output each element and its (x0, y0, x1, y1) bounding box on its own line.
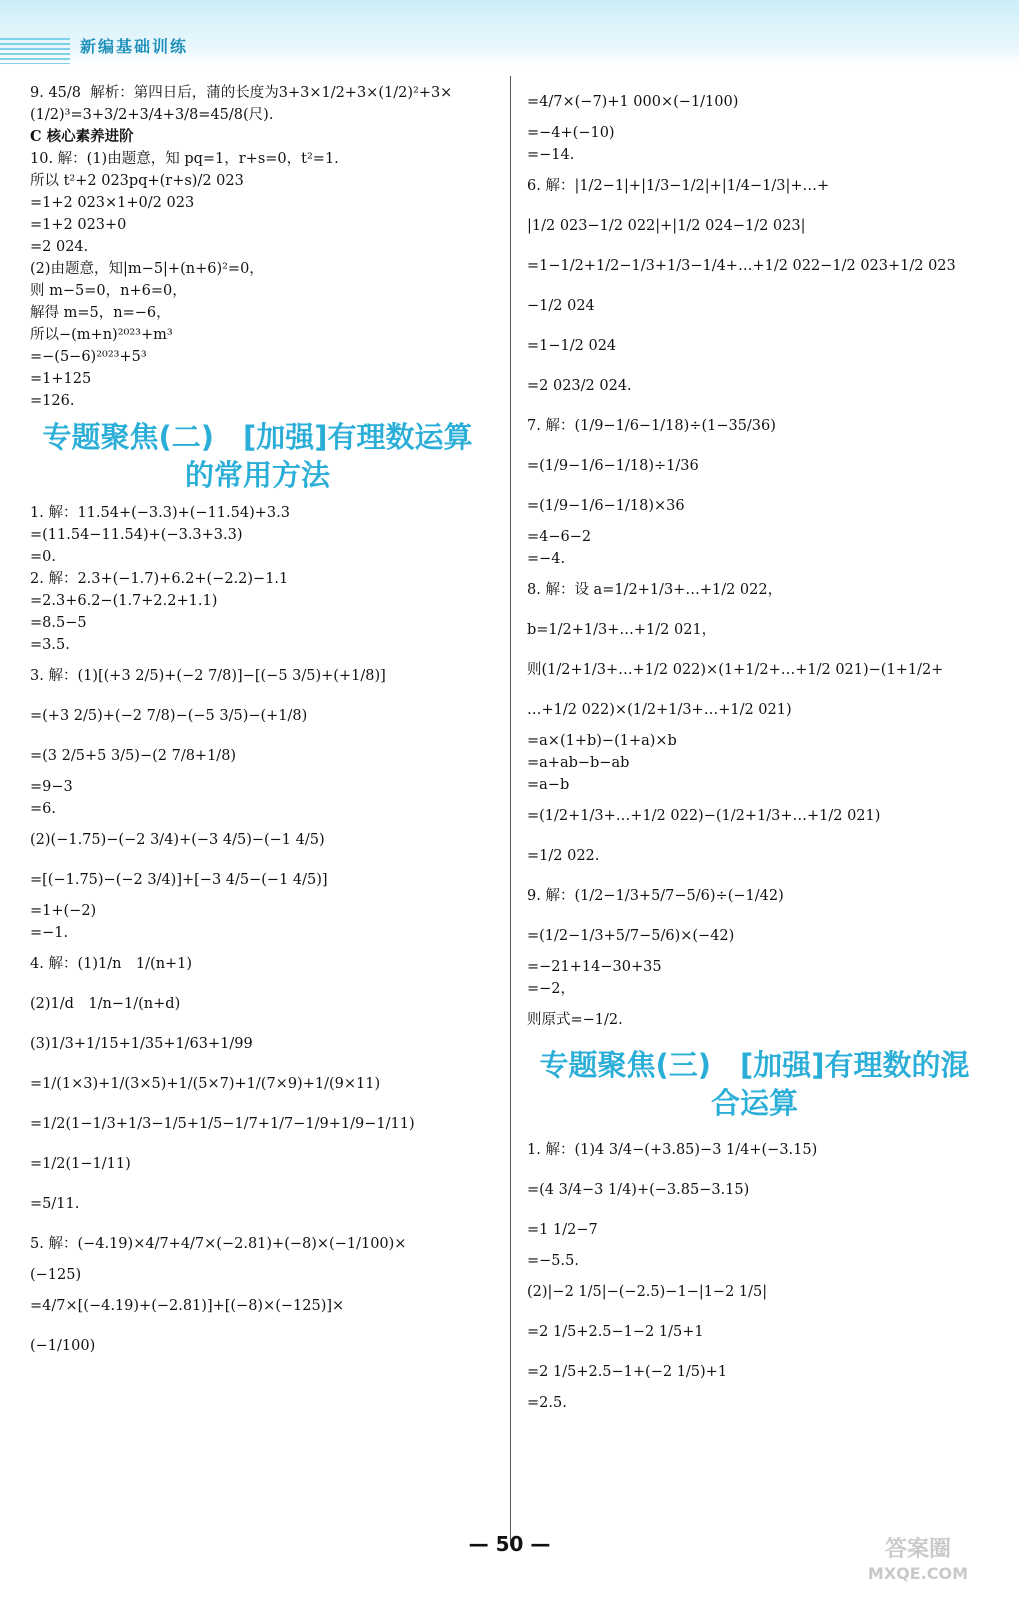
text-line: 9. 45/8 解析：第四日后，蒲的长度为3+3×1/2+3×(1/2)²+3× (30, 85, 453, 101)
topic-title: 专题聚焦(三) [加强]有理数的混合运算 (539, 1048, 970, 1120)
text-line: 5. 解：(−4.19)×4/7+4/7×(−2.81)+(−8)×(−1/100)× (30, 1236, 407, 1252)
text-line: 所以−(m+n)²⁰²³+m³ (30, 327, 173, 343)
text-line: =2 024. (30, 239, 89, 255)
text-line: =1/2(1−1/11) (30, 1156, 131, 1172)
text-line: =−4. (527, 551, 566, 567)
text-line: =[(−1.75)−(−2 3/4)]+[−3 4/5−(−1 4/5)] (30, 872, 328, 888)
text-line: =1−1/2+1/2−1/3+1/3−1/4+…+1/2 022−1/2 023+1/2 023 (527, 258, 956, 274)
text-line: =1+125 (30, 371, 92, 387)
text-line: =(1/9−1/6−1/18)÷1/36 (527, 458, 699, 474)
text-line: (2)(−1.75)−(−2 3/4)+(−3 4/5)−(−1 4/5) (30, 832, 325, 848)
text-line: 6. 解：|1/2−1|+|1/3−1/2|+|1/4−1/3|+…+ (527, 178, 830, 194)
text-line: 7. 解：(1/9−1/6−1/18)÷(1−35/36) (527, 418, 776, 434)
text-line: …+1/2 022)×(1/2+1/3+…+1/2 021) (527, 702, 792, 718)
text-line: =4−6−2 (527, 529, 592, 545)
text-line: 4. 解：(1)1/n 1/(n+1) (30, 956, 193, 972)
text-line: =−1. (30, 925, 69, 941)
text-line: =a+ab−b−ab (527, 755, 630, 771)
left-column (30, 82, 485, 1366)
header-title: 新编基础训练 (80, 37, 189, 56)
text-line: =1+(−2) (30, 903, 97, 919)
text-line: =(1/9−1/6−1/18)×36 (527, 498, 685, 514)
text-line: =1−1/2 024 (527, 338, 617, 354)
text-line: 则 m−5=0，n+6=0， (30, 283, 187, 299)
text-line: =126. (30, 393, 75, 409)
column-divider (510, 76, 511, 1546)
text-line: =a×(1+b)−(1+a)×b (527, 733, 677, 749)
watermark-url: MXQE.COM (867, 1564, 969, 1583)
text-line: =9−3 (30, 779, 73, 795)
text-line: 10. 解：(1)由题意，知 pq=1，r+s=0，t²=1. (30, 151, 339, 167)
text-line: =4/7×[(−4.19)+(−2.81)]+[(−8)×(−125)]× (30, 1298, 345, 1314)
text-line: =2 1/5+2.5−1+(−2 1/5)+1 (527, 1364, 728, 1380)
text-line: =5/11. (30, 1196, 80, 1212)
text-line: =6. (30, 801, 56, 817)
watermark-text: 答案圈 (884, 1537, 951, 1562)
text-line: −1/2 024 (527, 298, 595, 314)
text-line: =1+2 023+0 (30, 217, 127, 233)
text-line: =(11.54−11.54)+(−3.3+3.3) (30, 527, 243, 543)
text-line: =3.5. (30, 637, 70, 653)
text-line: =−2， (527, 981, 576, 997)
text-line: =(1/2+1/3+…+1/2 022)−(1/2+1/3+…+1/2 021) (527, 808, 881, 824)
header-decoration (0, 38, 70, 64)
text-line: 3. 解：(1)[(+3 2/5)+(−2 7/8)]−[(−5 3/5)+(+1/8)] (30, 668, 386, 684)
text-line: =2.5. (527, 1395, 567, 1411)
right-column (527, 82, 982, 1414)
text-line: |1/2 023−1/2 022|+|1/2 024−1/2 023| (527, 218, 806, 234)
text-line: =1/2 022. (527, 848, 600, 864)
watermark-logo (838, 1538, 998, 1586)
text-line: =1/2(1−1/3+1/3−1/5+1/5−1/7+1/7−1/9+1/9−1/11) (30, 1116, 415, 1132)
text-line: (1/2)³=3+3/2+3/4+3/8=45/8(尺). (30, 107, 274, 123)
text-line: 所以 t²+2 023pq+(r+s)/2 023 (30, 173, 244, 189)
text-line: =0. (30, 549, 56, 565)
text-line: =a−b (527, 777, 570, 793)
text-line: =2 023/2 024. (527, 378, 632, 394)
text-line: =1/(1×3)+1/(3×5)+1/(5×7)+1/(7×9)+1/(9×11) (30, 1076, 381, 1092)
text-line: =−5.5. (527, 1253, 579, 1269)
text-line: 2. 解：2.3+(−1.7)+6.2+(−2.2)−1.1 (30, 571, 289, 587)
text-line: (2)由题意，知|m−5|+(n+6)²=0， (30, 261, 264, 277)
text-line: =−14. (527, 147, 575, 163)
text-line: (−125) (30, 1267, 82, 1283)
section-heading: C 核心素养进阶 (30, 128, 134, 145)
topic-title: 专题聚焦(二) [加强]有理数运算的常用方法 (42, 420, 473, 492)
text-line: 8. 解：设 a=1/2+1/3+…+1/2 022， (527, 582, 783, 598)
text-line: 1. 解：11.54+(−3.3)+(−11.54)+3.3 (30, 505, 290, 521)
text-line: (2)1/d 1/n−1/(n+d) (30, 996, 181, 1012)
text-line: =−(5−6)²⁰²³+5³ (30, 349, 147, 365)
text-line: =−21+14−30+35 (527, 959, 662, 975)
text-line: =8.5−5 (30, 615, 87, 631)
text-line: 1. 解：(1)4 3/4−(+3.85)−3 1/4+(−3.15) (527, 1142, 818, 1158)
text-line: 则原式=−1/2. (527, 1012, 623, 1028)
text-line: =(1/2−1/3+5/7−5/6)×(−42) (527, 928, 735, 944)
text-line: =1 1/2−7 (527, 1222, 598, 1238)
text-line: b=1/2+1/3+…+1/2 021， (527, 622, 717, 638)
text-line: 解得 m=5，n=−6， (30, 305, 171, 321)
text-line: (2)|−2 1/5|−(−2.5)−1−|1−2 1/5| (527, 1284, 768, 1300)
text-line: =4/7×(−7)+1 000×(−1/100) (527, 94, 739, 110)
text-line: =(3 2/5+5 3/5)−(2 7/8+1/8) (30, 748, 237, 764)
text-line: 则(1/2+1/3+…+1/2 022)×(1+1/2+…+1/2 021)−(1+1/2+ (527, 662, 944, 678)
text-line: =1+2 023×1+0/2 023 (30, 195, 195, 211)
text-line: =−4+(−10) (527, 125, 615, 141)
text-line: =(+3 2/5)+(−2 7/8)−(−5 3/5)−(+1/8) (30, 708, 308, 724)
text-line: (−1/100) (30, 1338, 96, 1354)
text-line: =(4 3/4−3 1/4)+(−3.85−3.15) (527, 1182, 750, 1198)
page-number: — 50 — (468, 1532, 551, 1556)
text-line: =2.3+6.2−(1.7+2.2+1.1) (30, 593, 218, 609)
text-line: 9. 解：(1/2−1/3+5/7−5/6)÷(−1/42) (527, 888, 784, 904)
text-line: (3)1/3+1/15+1/35+1/63+1/99 (30, 1036, 253, 1052)
text-line: =2 1/5+2.5−1−2 1/5+1 (527, 1324, 704, 1340)
